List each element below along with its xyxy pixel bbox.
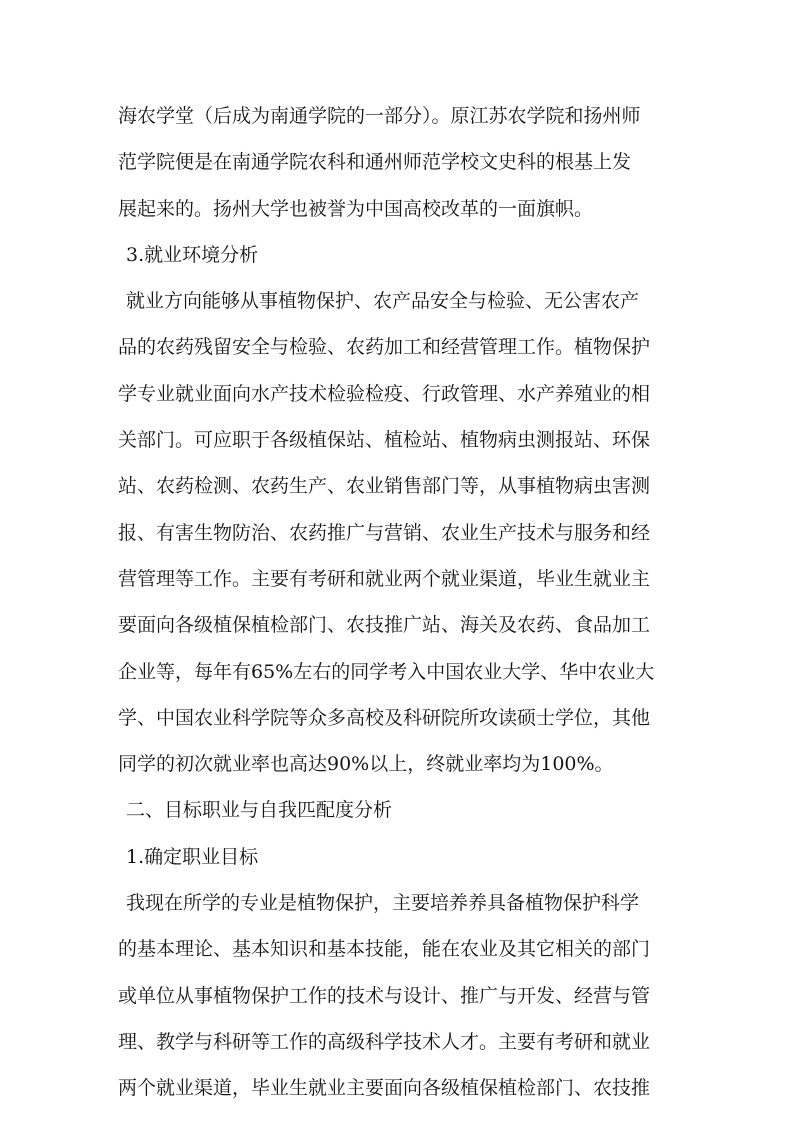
paragraph-line: 报、有害生物防治、农药推广与营销、农业生产技术与服务和经 [118,521,651,544]
paragraph-line: 站、农药检测、农药生产、农业销售部门等，从事植物病虫害测 [118,475,651,498]
paragraph-line: 范学院便是在南通学院农科和通州师范学校文史科的根基上发 [118,151,632,174]
section-heading-employment-environment: 3.就业环境分析 [126,243,259,266]
paragraph-line: 就业方向能够从事植物保护、农产品安全与检验、无公害农产 [126,290,640,313]
paragraph-line: 关部门。可应职于各级植保站、植检站、植物病虫测报站、环保 [118,429,651,452]
paragraph-line: 两个就业渠道，毕业生就业主要面向各级植保植检部门、农技推 [118,1077,651,1100]
paragraph-line: 我现在所学的专业是植物保护，主要培养养具备植物保护科学 [126,892,640,915]
document-body [118,93,678,1112]
paragraph-line: 同学的初次就业率也高达90%以上，终就业率均为100%。 [118,753,614,776]
paragraph-line: 或单位从事植物保护工作的技术与设计、推广与开发、经营与管 [118,984,651,1007]
paragraph-line: 学专业就业面向水产技术检验检疫、行政管理、水产养殖业的相 [118,382,651,405]
section-heading-career-match: 二、目标职业与自我匹配度分析 [126,799,393,822]
paragraph-line: 理、教学与科研等工作的高级科学技术人才。主要有考研和就业 [118,1030,651,1053]
paragraph-line: 营管理等工作。主要有考研和就业两个就业渠道，毕业生就业主 [118,567,651,590]
paragraph-line: 学、中国农业科学院等众多高校及科研院所攻读硕士学位，其他 [118,706,651,729]
paragraph-line: 企业等，每年有65%左右的同学考入中国农业大学、华中农业大 [118,660,655,683]
section-heading-career-goal: 1.确定职业目标 [126,845,259,868]
paragraph-line: 展起来的。扬州大学也被誉为中国高校改革的一面旗帜。 [118,197,594,220]
paragraph-line: 要面向各级植保植检部门、农技推广站、海关及农药、食品加工 [118,614,651,637]
paragraph-line: 的基本理论、基本知识和基本技能，能在农业及其它相关的部门 [118,938,651,961]
paragraph-line: 海农学堂（后成为南通学院的一部分）。原江苏农学院和扬州师 [118,105,641,127]
paragraph-line: 品的农药残留安全与检验、农药加工和经营管理工作。植物保护 [118,336,651,359]
